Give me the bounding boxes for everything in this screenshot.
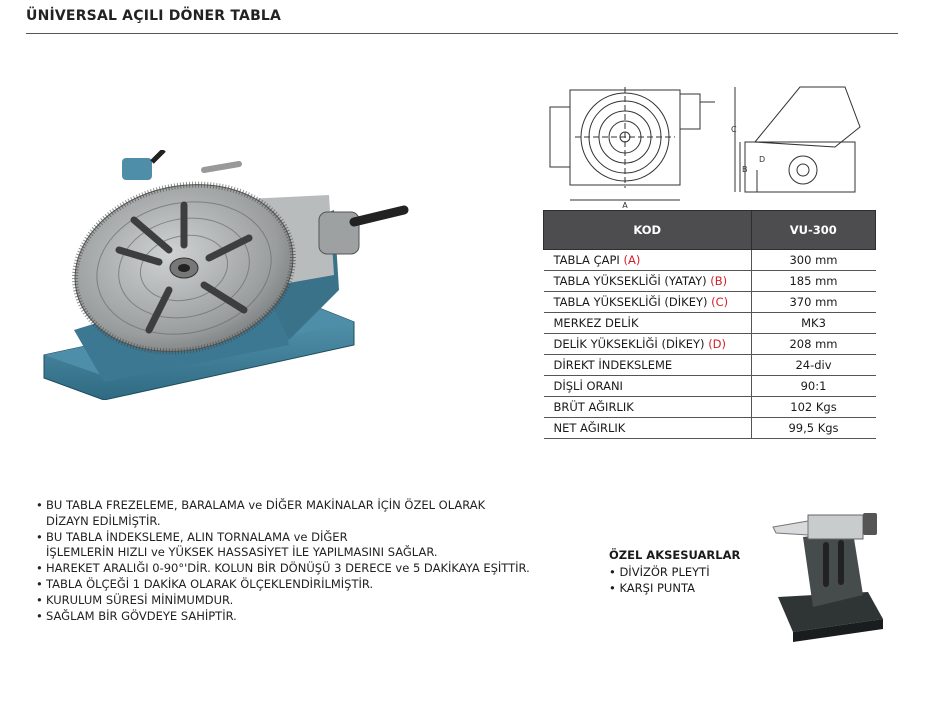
spec-label [544,292,752,313]
spec-value: 370 mm [751,292,876,313]
feature-list [36,498,530,624]
technical-drawing [545,82,875,212]
spec-label-text: TABLA YÜKSEKLİĞİ (YATAY) [553,274,707,288]
feature-item [36,498,530,530]
spec-value: 208 mm [751,334,876,355]
feature-line: • SAĞLAM BİR GÖVDEYE SAHİPTİR. [46,608,237,623]
feature-line: İŞLEMLERİN HIZLI ve YÜKSEK HASSASİYET İLE YAPILMASINI SAĞLAR. [46,545,438,560]
rotary-table-image [34,150,416,400]
spec-value: 90:1 [751,376,876,397]
spec-row [544,250,876,271]
spec-value: 99,5 Kgs [751,418,876,439]
title-divider [26,33,898,34]
spec-value: 24-div [751,355,876,376]
feature-line: • KURULUM SÜRESİ MİNİMUMDUR. [46,592,234,607]
dim-label-d: D [759,155,766,164]
spec-label [544,397,752,418]
spec-label [544,250,752,271]
spec-label [544,355,752,376]
feature-line: • HAREKET ARALIĞI 0-90°'DİR. KOLUN BİR DÖNÜŞÜ 3 DERECE ve 5 DAKİKAYA EŞİTTİR. [46,561,530,576]
feature-line: • BU TABLA İNDEKSLEME, ALIN TORNALAMA ve DİĞER [46,529,348,544]
spec-label-text: TABLA YÜKSEKLİĞİ (DİKEY) [553,295,708,309]
page-title: ÜNİVERSAL AÇILI DÖNER TABLA [26,8,282,24]
dim-label-a: A [622,201,628,210]
tailstock-image [768,507,888,642]
dim-label-b: B [742,165,748,174]
spec-label [544,418,752,439]
feature-item [36,609,530,625]
accessories-heading: ÖZEL AKSESUARLAR [609,548,741,562]
feature-item [36,593,530,609]
spec-label-text: MERKEZ DELİK [553,316,639,330]
spec-label-text: DELİK YÜKSEKLİĞİ (DİKEY) [553,337,705,351]
spec-dimension-ref: (A) [623,253,641,267]
accessory-item: • KARŞI PUNTA [609,580,710,596]
col-header-model: VU-300 [751,211,876,250]
spec-label [544,271,752,292]
dim-label-c: C [731,125,737,134]
feature-line: • BU TABLA FREZELEME, BARALAMA ve DİĞER MAKİNALAR İÇİN ÖZEL OLARAK [46,498,486,512]
spec-value: 102 Kgs [751,397,876,418]
spec-row [544,355,876,376]
spec-dimension-ref: (C) [711,295,729,309]
spec-row [544,334,876,355]
spec-label-text: DİREKT İNDEKSLEME [553,358,673,372]
spec-row [544,271,876,292]
spec-row [544,397,876,418]
spec-row [544,313,876,334]
spec-label-text: BRÜT AĞIRLIK [553,400,634,414]
spec-value: 185 mm [751,271,876,292]
spec-row [544,418,876,439]
spec-value: MK3 [751,313,876,334]
spec-label [544,334,752,355]
col-header-kod: KOD [544,211,752,250]
spec-label-text: DİŞLİ ORANI [553,379,623,393]
spec-row [544,292,876,313]
accessory-item: • DİVİZÖR PLEYTİ [609,564,710,580]
spec-table [543,210,876,439]
spec-label [544,376,752,397]
feature-item [36,577,530,593]
feature-line: DİZAYN EDİLMİŞTİR. [46,513,161,528]
spec-row [544,376,876,397]
feature-item [36,530,530,562]
accessories-list [609,564,710,596]
feature-line: • TABLA ÖLÇEĞİ 1 DAKİKA OLARAK ÖLÇEKLENDİRİLMİŞTİR. [46,576,374,591]
spec-label-text: TABLA ÇAPI [553,253,620,267]
spec-dimension-ref: (D) [708,337,727,351]
spec-value: 300 mm [751,250,876,271]
spec-dimension-ref: (B) [710,274,728,288]
feature-item [36,561,530,577]
spec-label [544,313,752,334]
spec-label-text: NET AĞIRLIK [553,421,626,435]
